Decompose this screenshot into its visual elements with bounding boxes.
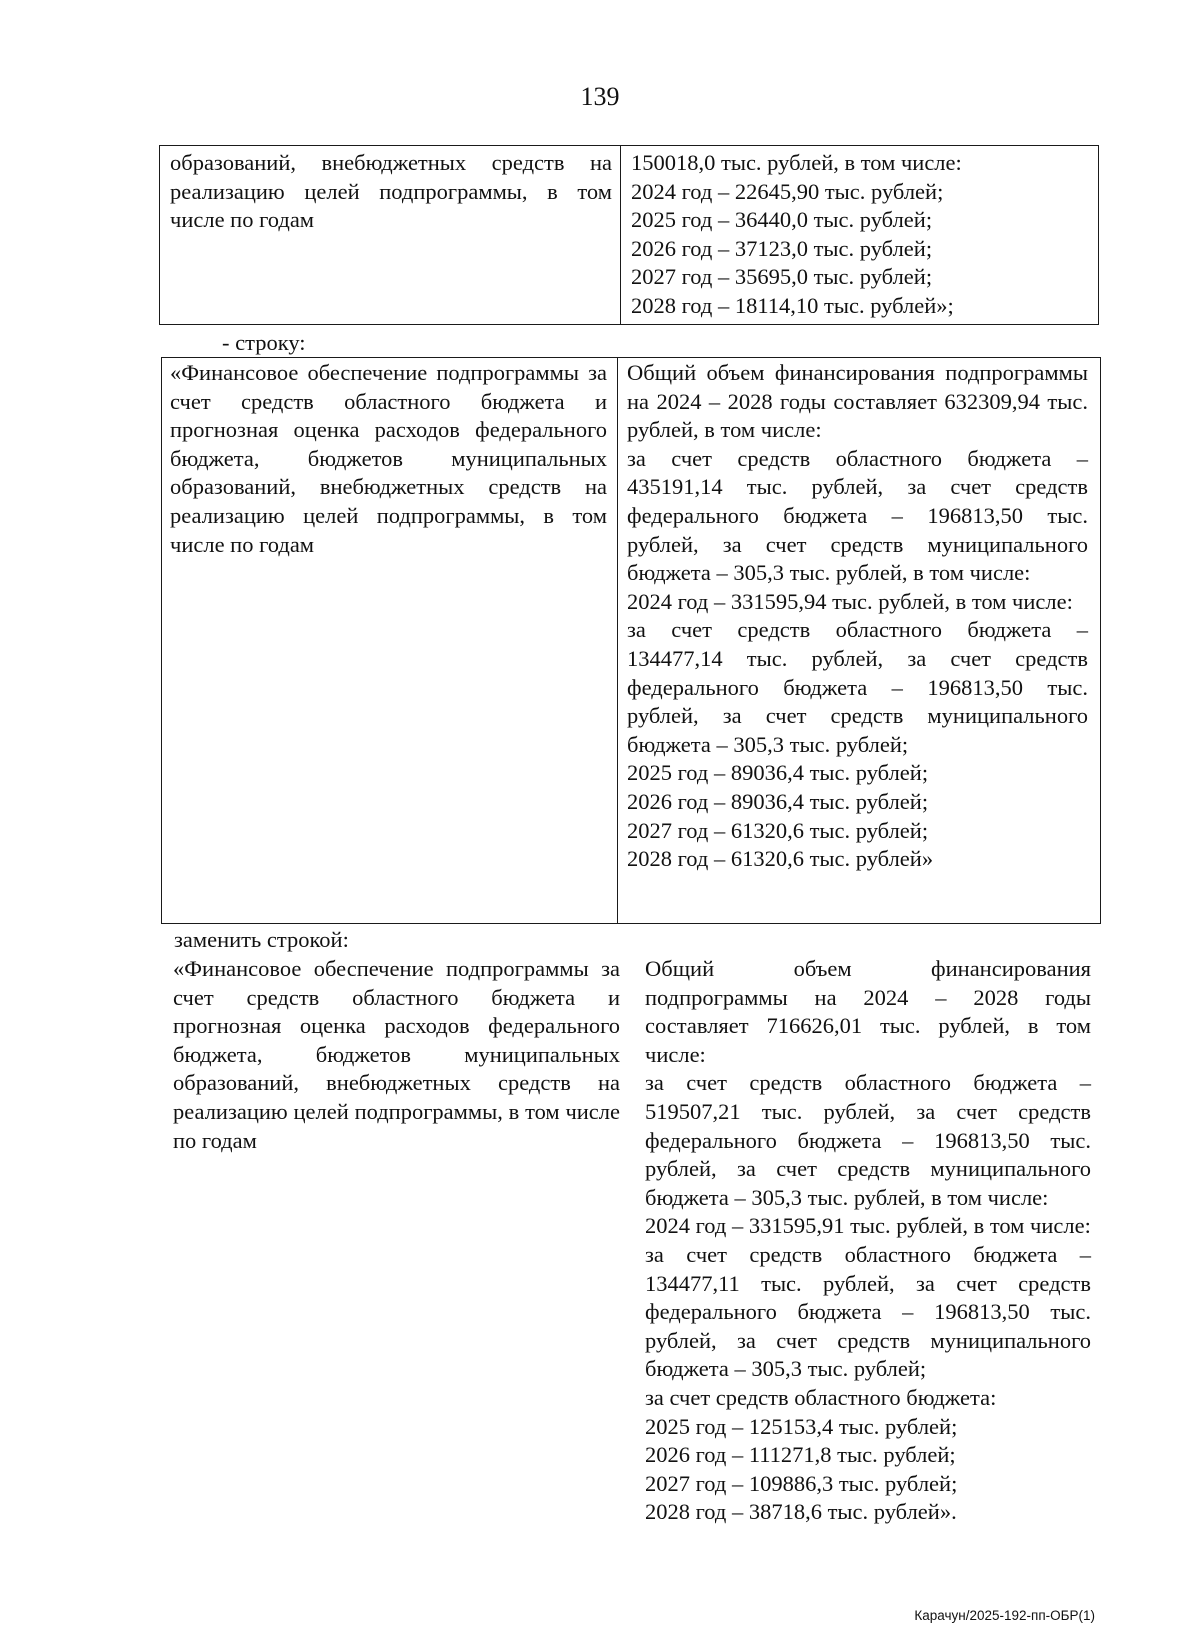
paragraph: Общий объем финансирования подпрограммы на 2024 – 2028 годы составляет 632309,94 тыс. рублей, в том числе: [627,360,1088,443]
amount-line: за счет средств областного бюджета: [645,1384,997,1410]
amount-line: 2028 год – 61320,6 тыс. рублей» [627,846,934,872]
old-row-right-cell [627,359,1088,874]
caption-row: - строку: [222,330,306,355]
paragraph: 2024 год – 331595,91 тыс. рублей, в том числе: [645,1213,1091,1239]
amount-line: 2026 год – 111271,8 тыс. рублей; [645,1442,956,1468]
new-row-right-cell [645,955,1091,1527]
amount-line: 2027 год – 61320,6 тыс. рублей; [627,817,929,843]
amount-line: 2026 год – 37123,0 тыс. рублей; [631,235,933,261]
amount-line: 150018,0 тыс. рублей, в том числе: [631,150,962,175]
paragraph: за счет средств областного бюджета – 435191,14 тыс. рублей, за счет средств федерального бюджета – 196813,50 тыс. рублей, за счет средств муниципального бюджета – 305,3 тыс. рублей, в том числе: [627,445,1088,586]
caption-replace: заменить строкой: [174,927,349,952]
old-row-left-cell: «Финансовое обеспечение подпрограммы за счет средств областного бюджета и прогнозная оценка расходов федерального бюджета, бюджетов муниципальных образований, внебюджетных средств на реализацию целей подпрограммы, в том числе по годам [170,360,607,557]
new-row-left-cell: «Финансовое обеспечение подпрограммы за счет средств областного бюджета и прогнозная оценка расходов федерального бюджета, бюджетов муниципальных образований, внебюджетных средств на реализацию целей подпрограммы, в том числе по годам [173,956,620,1153]
amount-line: 2024 год – 22645,90 тыс. рублей; [631,178,944,204]
footer-doc-id: Карачун/2025-192-пп-ОБР(1) [914,1608,1095,1623]
table-continuation-left-cell: образований, внебюджетных средств на реализацию целей подпрограммы, в том числе по годам [170,150,612,233]
page-number: 139 [580,82,620,111]
paragraph: за счет средств областного бюджета – 134477,14 тыс. рублей, за счет средств федерального бюджета – 196813,50 тыс. рублей, за счет средств муниципального бюджета – 305,3 тыс. рублей; [627,617,1088,757]
paragraph: 2024 год – 331595,94 тыс. рублей, в том числе: [627,588,1073,614]
paragraph: за счет средств областного бюджета – 519507,21 тыс. рублей, за счет средств федерального бюджета – 196813,50 тыс. рублей, за счет средств муниципального бюджета – 305,3 тыс. рублей, в том числе: [645,1070,1091,1210]
amount-line: 2025 год – 89036,4 тыс. рублей; [627,760,929,786]
amount-line: 2025 год – 36440,0 тыс. рублей; [631,207,933,233]
amount-line: 2026 год – 89036,4 тыс. рублей; [627,788,929,814]
amount-line: 2027 год – 35695,0 тыс. рублей; [631,264,933,290]
amount-line: 2028 год – 18114,10 тыс. рублей»; [631,292,954,318]
amount-line: 2025 год – 125153,4 тыс. рублей; [645,1413,958,1439]
amount-line: 2027 год – 109886,3 тыс. рублей; [645,1470,958,1496]
table-continuation-right-cell [631,149,1086,321]
paragraph: за счет средств областного бюджета – 134477,11 тыс. рублей, за счет средств федерального бюджета – 196813,50 тыс. рублей, за счет средств муниципального бюджета – 305,3 тыс. рублей; [645,1241,1091,1382]
amount-line: 2028 год – 38718,6 тыс. рублей». [645,1499,957,1525]
paragraph: Общий объем финансирования подпрограммы на 2024 – 2028 годы составляет 716626,01 тыс. рублей, в том числе: [645,956,1091,1067]
